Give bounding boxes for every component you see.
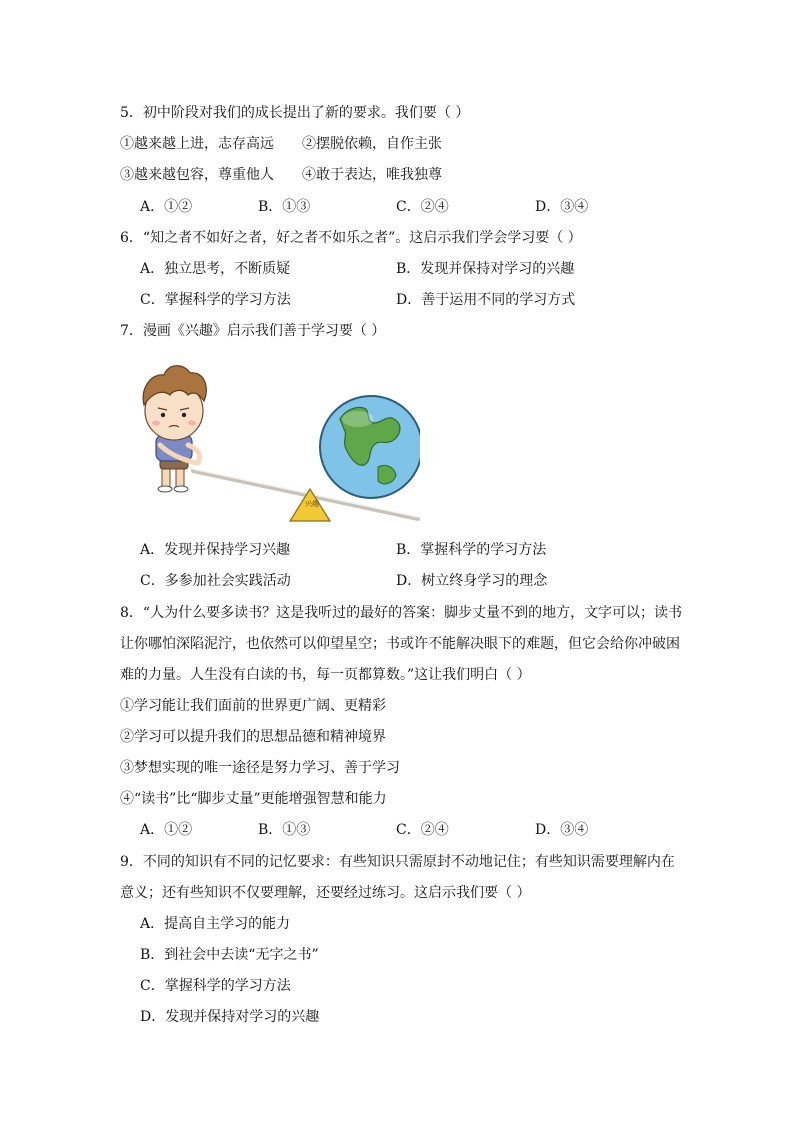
- q5-option-c[interactable]: C．②④: [396, 199, 449, 215]
- fulcrum-label: 兴趣: [305, 500, 319, 508]
- q5-option-d[interactable]: D．③④: [535, 199, 589, 215]
- q5-statement-4: ④敢于表达，唯我独尊: [302, 167, 442, 183]
- cartoon-interest-illustration: [118, 349, 420, 525]
- q5-option-a[interactable]: A．①②: [140, 199, 193, 215]
- q8-option-c[interactable]: C．②④: [396, 822, 449, 838]
- q5-stem: 5．初中阶段对我们的成长提出了新的要求。我们要（ ）: [120, 105, 470, 121]
- q8-stem-line-1: 8．“人为什么要多读书？这是我听过的最好的答案：脚步丈量不到的地方，文字可以；读书: [120, 605, 683, 621]
- q9-option-b[interactable]: B．到社会中去读“无字之书”: [140, 947, 319, 963]
- q5-statement-1: ①越来越上进，志存高远: [120, 136, 274, 152]
- q5-option-b[interactable]: B．①③: [258, 199, 311, 215]
- q8-option-a[interactable]: A．①②: [140, 822, 193, 838]
- q8-stem-line-2: 让你哪怕深陷泥泞，也依然可以仰望星空；书或许不能解决眼下的难题，但它会给你冲破困: [120, 636, 680, 652]
- q7-option-a[interactable]: A．发现并保持学习兴趣: [140, 542, 291, 558]
- q5-statement-2: ②摆脱依赖，自作主张: [302, 136, 442, 152]
- q6-stem: 6．“知之者不如好之者，好之者不如乐之者”。这启示我们学会学习要（ ）: [120, 230, 582, 246]
- q8-statement-4: ④“读书”比“脚步丈量”更能增强智慧和能力: [120, 791, 387, 807]
- q6-option-b[interactable]: B．发现并保持对学习的兴趣: [396, 261, 575, 277]
- q8-stem-line-3: 难的力量。人生没有白读的书，每一页都算数。”这让我们明白（ ）: [120, 667, 531, 683]
- q8-statement-2: ②学习可以提升我们的思想品德和精神境界: [120, 729, 386, 745]
- q9-option-a[interactable]: A．提高自主学习的能力: [140, 916, 291, 932]
- q8-statement-3: ③梦想实现的唯一途径是努力学习、善于学习: [120, 760, 400, 776]
- q8-statement-1: ①学习能让我们面前的世界更广阔、更精彩: [120, 698, 386, 714]
- q6-option-a[interactable]: A．独立思考，不断质疑: [140, 261, 291, 277]
- q7-stem: 7．漫画《兴趣》启示我们善于学习要（ ）: [120, 323, 386, 339]
- q7-option-d[interactable]: D．树立终身学习的理念: [396, 573, 548, 589]
- q6-option-d[interactable]: D．善于运用不同的学习方式: [396, 292, 576, 308]
- q9-option-d[interactable]: D．发现并保持对学习的兴趣: [140, 1009, 320, 1025]
- q5-statement-3: ③越来越包容，尊重他人: [120, 167, 274, 183]
- globe: [320, 396, 420, 498]
- q7-option-c[interactable]: C．多参加社会实践活动: [140, 573, 291, 589]
- q8-option-d[interactable]: D．③④: [535, 822, 589, 838]
- q9-stem-line-2: 意义；还有些知识不仅要理解，还要经过练习。这启示我们要（ ）: [120, 885, 531, 901]
- q9-option-c[interactable]: C．掌握科学的学习方法: [140, 978, 291, 994]
- q8-option-b[interactable]: B．①③: [258, 822, 311, 838]
- q6-option-c[interactable]: C．掌握科学的学习方法: [140, 292, 291, 308]
- q9-stem-line-1: 9．不同的知识有不同的记忆要求：有些知识只需原封不动地记住；有些知识需要理解内在: [120, 854, 675, 870]
- q7-option-b[interactable]: B．掌握科学的学习方法: [396, 542, 547, 558]
